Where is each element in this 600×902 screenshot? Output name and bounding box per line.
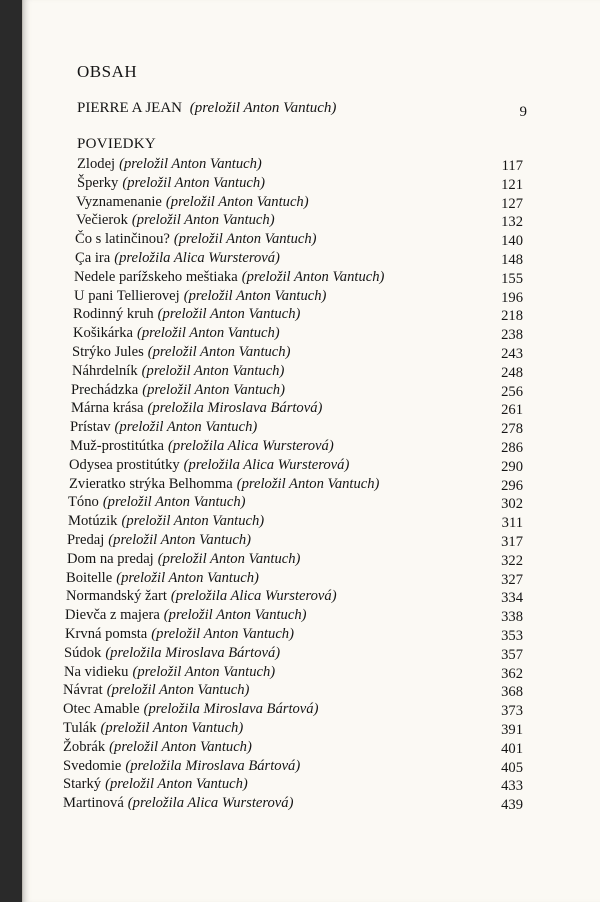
entry-title: Ça ira: [75, 249, 111, 266]
entry-title: Čo s latinčinou?: [75, 231, 170, 248]
toc-entry: [63, 362, 523, 381]
entry-page-number: 121: [501, 176, 523, 193]
entry-translator: (preložil Anton Vantuch): [109, 738, 252, 755]
entry-title: Odysea prostitútky: [69, 456, 180, 473]
entry-title: Martinová: [63, 795, 124, 812]
entry-translator: (preložil Anton Vantuch): [236, 475, 380, 492]
entry-page-number: 433: [501, 778, 523, 795]
entry-page-number: 132: [501, 214, 523, 231]
entry-title: Otec Amable: [63, 701, 140, 718]
entry-translator: (preložil Anton Vantuch): [131, 212, 275, 229]
toc-entry: [63, 663, 523, 682]
entry-title: Žobrák: [63, 738, 106, 755]
toc-entry: [63, 794, 523, 813]
entry-page-number: 391: [501, 721, 523, 738]
toc-entry: [63, 381, 523, 400]
toc-entry: [63, 606, 523, 625]
entry-title: Náhrdelník: [72, 362, 138, 379]
toc-entry: [63, 211, 523, 230]
entry-translator: (preložil Anton Vantuch): [151, 625, 294, 642]
contents-heading: OBSAH: [77, 62, 138, 81]
entry-translator: (preložila Miroslava Bártová): [105, 644, 281, 661]
entry-title: Normandský žart: [66, 588, 167, 605]
entry-title: Prechádzka: [71, 381, 139, 398]
entry-title: Muž-prostitútka: [70, 437, 165, 454]
entry-title: Zvieratko strýka Belhomma: [69, 475, 233, 492]
entry-translator: (preložil Anton Vantuch): [157, 550, 301, 567]
entry-page-number: 238: [501, 327, 523, 344]
toc-entry: [63, 305, 523, 324]
entry-translator: (preložil Anton Vantuch): [165, 193, 309, 210]
entry-translator: (preložila Alica Wursterová): [170, 588, 337, 605]
toc-entry: [63, 174, 523, 193]
entry-translator: (preložila Miroslava Bártová): [147, 400, 323, 417]
entry-page-number: 334: [501, 590, 523, 607]
entry-translator: (preložila Miroslava Bártová): [125, 757, 301, 774]
entry-translator: (preložil Anton Vantuch): [163, 607, 307, 624]
entry-title: Návrat: [63, 682, 103, 699]
entry-page-number: 290: [501, 458, 523, 475]
entry-title: Večierok: [76, 212, 128, 229]
entry-page-number: 278: [501, 421, 523, 438]
entry-title: Motúzik: [68, 513, 118, 530]
toc-entry: [63, 775, 523, 794]
entry-page-number: 248: [501, 364, 523, 381]
entry-translator: (preložil Anton Vantuch): [183, 287, 327, 304]
toc-entry: [63, 456, 523, 475]
entry-translator: (preložila Alica Wursterová): [114, 249, 280, 266]
entry-title: Boitelle: [66, 569, 113, 586]
entry-translator: (preložila Alica Wursterová): [127, 795, 294, 812]
entry-title: Starký: [63, 776, 102, 793]
entry-page-number: 322: [501, 552, 523, 569]
entry-translator: (preložil Anton Vantuch): [100, 719, 244, 736]
entry-page-number: 439: [501, 797, 523, 814]
entry-translator: (preložil Anton Vantuch): [173, 231, 317, 248]
entry-translator: (preložil Anton Vantuch): [116, 569, 259, 586]
entry-translator: (preložil Anton Vantuch): [141, 362, 285, 379]
toc-entry: [63, 569, 523, 588]
entry-title: U pani Tellierovej: [74, 287, 180, 304]
entry-translator: (preložila Alica Wursterová): [168, 437, 334, 454]
entry-title: Dievča z majera: [65, 607, 160, 624]
entry-page-number: 311: [501, 515, 523, 532]
entry-page-number: 127: [501, 195, 523, 212]
entry-page-number: 218: [501, 308, 523, 325]
toc-entry-pierre-a-jean: [77, 100, 527, 122]
entry-translator: (preložil Anton Vantuch): [102, 494, 246, 511]
entry-page-number: 405: [501, 759, 523, 776]
toc-entry: [63, 512, 523, 531]
toc-entry: [63, 719, 523, 738]
entry-page-number: 317: [501, 533, 523, 550]
entry-title: PIERRE A JEAN: [77, 100, 183, 116]
entry-page-number: 261: [501, 402, 523, 419]
toc-entry: [63, 268, 523, 287]
toc-entry: [63, 399, 523, 418]
entry-page-number: 196: [501, 289, 523, 306]
entry-page-number: 117: [501, 158, 523, 174]
entry-title: Nedele parížskeho meštiaka: [74, 268, 238, 285]
entry-title: Predaj: [67, 531, 105, 548]
toc-entry: [63, 249, 523, 268]
entry-title: Súdok: [64, 644, 102, 661]
toc-entry: [63, 757, 523, 776]
toc-entry: [63, 493, 523, 512]
toc-entry: [63, 531, 523, 550]
toc-entry: [63, 193, 523, 212]
toc-entry: [63, 681, 523, 700]
entry-page-number: 286: [501, 439, 523, 456]
entry-translator: (preložila Alica Wursterová): [183, 456, 350, 473]
entry-translator: (preložil Anton Vantuch): [114, 419, 258, 436]
entry-page-number: 243: [501, 345, 523, 362]
toc-list: [63, 155, 523, 813]
toc-entry: [63, 644, 523, 663]
entry-title: Vyznamenanie: [76, 193, 162, 210]
entry-translator: (preložila Miroslava Bártová): [143, 701, 319, 718]
toc-entry: [63, 230, 523, 249]
entry-title: Svedomie: [63, 757, 122, 774]
book-page: [22, 0, 600, 902]
toc-entry: [63, 155, 523, 174]
entry-page-number: 140: [501, 233, 523, 250]
entry-page-number: 338: [501, 609, 523, 626]
entry-title: Rodinný kruh: [73, 306, 154, 323]
entry-translator: (preložil Anton Vantuch): [108, 531, 251, 548]
toc-entry: [63, 437, 523, 456]
entry-translator: (preložil Anton Vantuch): [142, 381, 285, 398]
entry-page-number: 302: [501, 496, 523, 513]
entry-page-number: 256: [501, 383, 523, 400]
entry-page-number: 401: [501, 740, 523, 757]
entry-translator: (preložil Anton Vantuch): [121, 513, 265, 530]
entry-translator: (preložil Anton Vantuch): [189, 100, 337, 116]
entry-title: Tulák: [63, 719, 97, 736]
entry-page-number: 373: [501, 703, 523, 720]
entry-page-number: 357: [501, 646, 523, 663]
entry-page-number: 148: [501, 251, 523, 268]
entry-translator: (preložil Anton Vantuch): [241, 268, 385, 285]
toc-entry: [63, 587, 523, 606]
entry-title: Prístav: [70, 419, 111, 436]
entry-translator: (preložil Anton Vantuch): [119, 156, 262, 172]
entry-title: Tóno: [68, 494, 99, 511]
entry-title: Šperky: [77, 174, 119, 191]
entry-translator: (preložil Anton Vantuch): [106, 682, 250, 699]
entry-title: Dom na predaj: [67, 550, 154, 567]
toc-entry: [63, 625, 523, 644]
entry-translator: (preložil Anton Vantuch): [122, 174, 266, 191]
entry-translator: (preložil Anton Vantuch): [147, 343, 291, 360]
toc-entry: [63, 418, 523, 437]
entry-page-number: 296: [501, 477, 523, 494]
toc-entry: [63, 324, 523, 343]
entry-page-number: 9: [519, 104, 527, 120]
entry-title: Zlodej: [77, 156, 116, 172]
entry-title: Krvná pomsta: [65, 625, 148, 642]
entry-title: Strýko Jules: [72, 343, 144, 360]
toc-entry: [63, 287, 523, 306]
entry-title: Márna krása: [71, 400, 144, 417]
section-heading: POVIEDKY: [77, 136, 157, 152]
entry-translator: (preložil Anton Vantuch): [132, 663, 276, 680]
entry-translator: (preložil Anton Vantuch): [136, 325, 280, 342]
toc-entry: [63, 700, 523, 719]
toc-entry: [63, 550, 523, 569]
entry-page-number: 362: [501, 665, 523, 682]
entry-translator: (preložil Anton Vantuch): [157, 306, 301, 323]
entry-title: Na vidieku: [64, 663, 129, 680]
entry-page-number: 368: [501, 684, 523, 701]
toc-entry: [63, 738, 523, 757]
entry-page-number: 155: [501, 270, 523, 287]
entry-title: Košikárka: [73, 325, 133, 342]
entry-page-number: 353: [501, 627, 523, 644]
entry-translator: (preložil Anton Vantuch): [105, 776, 248, 793]
toc-entry: [63, 343, 523, 362]
entry-page-number: 327: [501, 571, 523, 588]
toc-entry: [63, 475, 523, 494]
